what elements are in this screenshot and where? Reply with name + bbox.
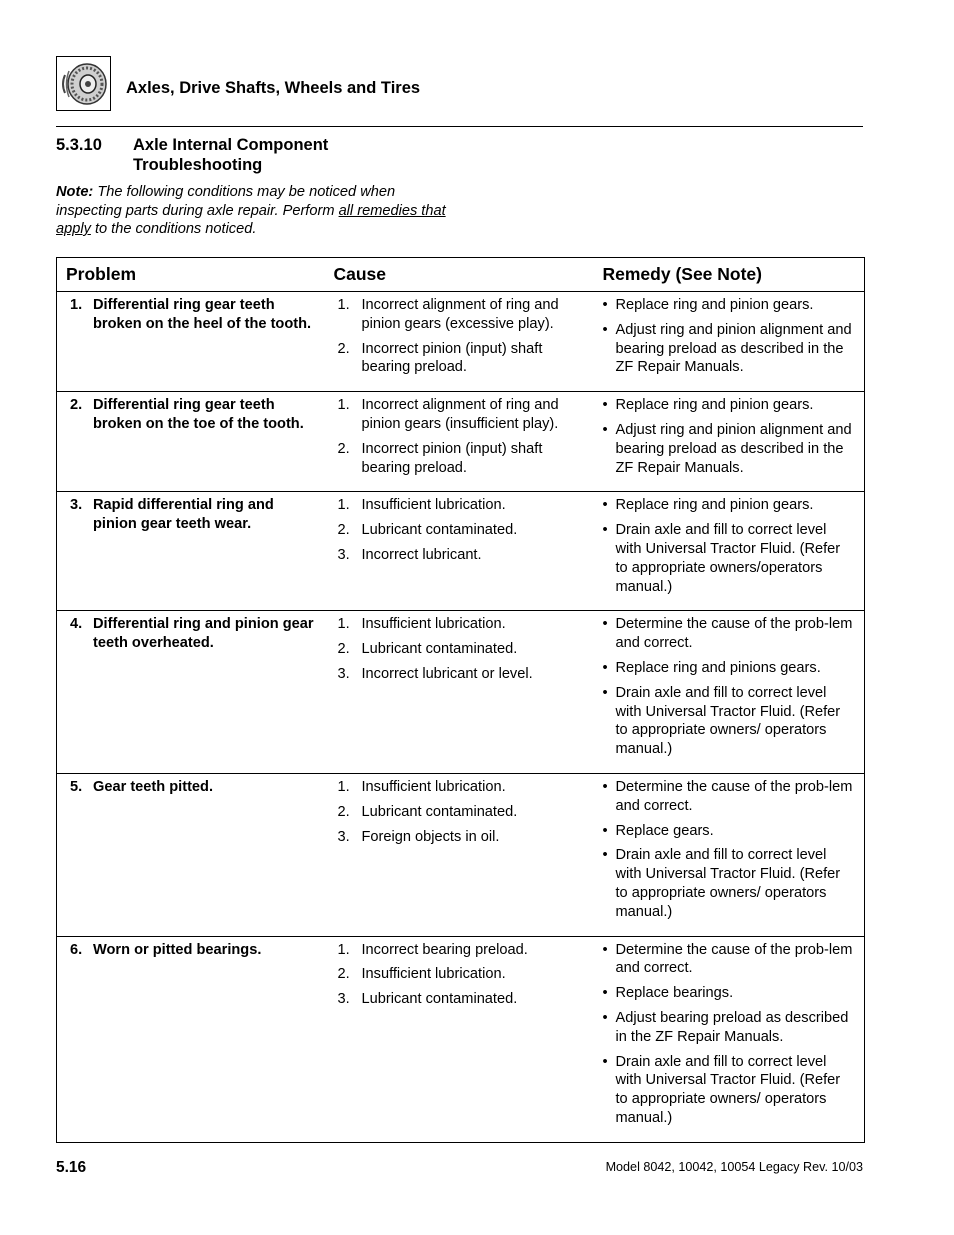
cause-cell (325, 392, 594, 492)
header-remedy: Remedy (See Note) (594, 258, 865, 292)
table-row (57, 773, 865, 936)
remedy-cell (594, 392, 865, 492)
remedy-text: Drain axle and fill to correct level with Universal Tractor Fluid. (Refer to appropriate owners/ operators manual.) (615, 684, 841, 758)
cause-text: Lubricant contaminated. (361, 522, 518, 539)
cause-item (334, 778, 585, 797)
problem-cell (57, 392, 325, 492)
remedy-item (603, 941, 856, 979)
problem-cell (57, 492, 325, 611)
table-row (57, 611, 865, 774)
cause-item (334, 828, 585, 847)
cause-item (334, 640, 585, 659)
note-paragraph (56, 183, 456, 239)
remedy-text: Replace ring and pinion gears. (615, 497, 814, 514)
page-number: 5.16 (56, 1159, 87, 1176)
cause-text: Incorrect pinion (input) shaft bearing preload. (361, 340, 543, 376)
remedy-text: Determine the cause of the prob-lem and correct. (615, 616, 853, 652)
header-problem: Problem (57, 258, 325, 292)
remedy-text: Drain axle and fill to correct level with Universal Tractor Fluid. (Refer to appropriate owners/ operators manual.) (615, 1053, 841, 1126)
cause-cell (325, 292, 594, 392)
remedy-text: Drain axle and fill to correct level with Universal Tractor Fluid. (Refer to appropriate owners/ operators manual.) (615, 847, 841, 920)
cause-item (334, 803, 585, 822)
cause-number: 1. (337, 941, 350, 958)
problem-item (66, 496, 316, 534)
remedy-item (603, 1009, 856, 1047)
bullet-icon: • (602, 522, 608, 539)
remedy-item (603, 984, 856, 1003)
bullet-icon: • (602, 659, 608, 676)
problem-number: 3. (70, 497, 83, 514)
cause-number: 3. (337, 828, 350, 845)
cause-text: Incorrect lubricant. (361, 546, 482, 563)
remedy-item (603, 615, 856, 653)
remedy-item (603, 296, 856, 315)
cause-item (334, 340, 585, 378)
table-row (57, 392, 865, 492)
problem-text: Differential ring gear teeth broken on the heel of the tooth. (93, 297, 312, 332)
remedy-item (603, 822, 856, 841)
bullet-icon: • (602, 1009, 608, 1026)
remedy-cell (594, 492, 865, 611)
bullet-icon: • (602, 321, 608, 338)
cause-text: Lubricant contaminated. (361, 991, 518, 1008)
bullet-icon: • (602, 397, 608, 414)
problem-cell (57, 611, 325, 774)
troubleshooting-table (56, 257, 865, 1143)
cause-text: Insufficient lubrication. (361, 966, 506, 983)
remedy-item (603, 421, 856, 477)
bullet-icon: • (602, 421, 608, 438)
cause-text: Insufficient lubrication. (361, 616, 506, 633)
cause-text: Foreign objects in oil. (361, 828, 500, 845)
problem-cell (57, 936, 325, 1142)
table-row (57, 936, 865, 1142)
cause-cell (325, 936, 594, 1142)
bullet-icon: • (602, 941, 608, 958)
cause-text: Incorrect lubricant or level. (361, 665, 533, 682)
cause-cell (325, 611, 594, 774)
remedy-item (603, 521, 856, 596)
problem-item (66, 615, 316, 653)
bullet-icon: • (602, 847, 608, 864)
section-title (133, 136, 393, 175)
problem-number: 6. (70, 941, 83, 958)
table-row (57, 292, 865, 392)
problem-text: Differential ring and pinion gear teeth overheated. (93, 616, 314, 652)
note-text-before: The following conditions may be noticed when inspecting parts during axle repair. Perform (56, 184, 396, 219)
problem-item (66, 941, 316, 960)
cause-cell (325, 773, 594, 936)
remedy-text: Replace gears. (615, 822, 714, 839)
cause-number: 3. (337, 665, 350, 682)
remedy-text: Determine the cause of the prob-lem and correct. (615, 941, 853, 977)
cause-number: 1. (337, 778, 350, 795)
remedy-text: Replace bearings. (615, 985, 734, 1002)
cause-number: 3. (337, 991, 350, 1008)
section-title-line1: Axle Internal Component (133, 136, 329, 154)
cause-text: Incorrect alignment of ring and pinion gears (insufficient play). (361, 397, 559, 432)
cause-text: Lubricant contaminated. (361, 641, 518, 658)
cause-text: Insufficient lubrication. (361, 778, 506, 795)
running-header-title: Axles, Drive Shafts, Wheels and Tires (126, 79, 421, 97)
remedy-cell (594, 292, 865, 392)
cause-item (334, 615, 585, 634)
table-row (57, 492, 865, 611)
problem-number: 5. (70, 778, 83, 795)
tire-icon (56, 56, 111, 111)
cause-number: 1. (337, 497, 350, 514)
cause-cell (325, 492, 594, 611)
cause-item (334, 546, 585, 565)
header-cause: Cause (325, 258, 594, 292)
cause-item (334, 496, 585, 515)
remedy-item (603, 846, 856, 921)
cause-number: 3. (337, 546, 350, 563)
section-title-line2: Troubleshooting (133, 155, 263, 174)
remedy-text: Adjust ring and pinion alignment and bearing preload as described in the ZF Repair Manuals. (615, 321, 852, 376)
cause-number: 2. (337, 966, 350, 983)
cause-number: 1. (337, 297, 350, 313)
problem-item (66, 778, 316, 797)
remedy-text: Determine the cause of the prob-lem and correct. (615, 778, 853, 814)
remedy-text: Replace ring and pinion gears. (615, 397, 814, 414)
header-divider (56, 126, 863, 127)
cause-number: 2. (337, 522, 350, 539)
problem-item (66, 296, 316, 334)
problem-item (66, 396, 316, 434)
cause-item (334, 965, 585, 984)
remedy-text: Adjust bearing preload as described in the ZF Repair Manuals. (615, 1009, 849, 1045)
problem-text: Worn or pitted bearings. (93, 941, 262, 958)
cause-item (334, 440, 585, 478)
footer-model-info: Model 8042, 10042, 10054 Legacy Rev. 10/03 (605, 1160, 863, 1174)
cause-number: 2. (337, 803, 350, 820)
cause-text: Incorrect bearing preload. (361, 941, 528, 958)
cause-number: 2. (337, 340, 350, 357)
remedy-item (603, 321, 856, 377)
problem-text: Rapid differential ring and pinion gear teeth wear. (93, 497, 274, 533)
bullet-icon: • (602, 985, 608, 1002)
remedy-cell (594, 936, 865, 1142)
cause-item (334, 941, 585, 960)
problem-cell (57, 292, 325, 392)
note-text-after: to the conditions noticed. (90, 221, 257, 237)
cause-item (334, 296, 585, 334)
remedy-cell (594, 773, 865, 936)
problem-cell (57, 773, 325, 936)
remedy-item (603, 396, 856, 415)
table-header-row (57, 258, 865, 292)
bullet-icon: • (602, 497, 608, 514)
note-underlined-text: all remedies that apply (56, 202, 446, 237)
problem-number: 2. (70, 397, 83, 414)
problem-text: Differential ring gear teeth broken on the toe of the tooth. (93, 397, 304, 432)
section-number: 5.3.10 (56, 136, 102, 154)
problem-text: Gear teeth pitted. (93, 778, 214, 795)
bullet-icon: • (602, 684, 608, 701)
cause-text: Incorrect pinion (input) shaft bearing preload. (361, 440, 543, 476)
remedy-item (603, 778, 856, 816)
bullet-icon: • (602, 822, 608, 839)
remedy-cell (594, 611, 865, 774)
cause-text: Lubricant contaminated. (361, 803, 518, 820)
bullet-icon: • (602, 616, 608, 633)
remedy-item (603, 1053, 856, 1128)
cause-text: Insufficient lubrication. (361, 497, 506, 514)
cause-text: Incorrect alignment of ring and pinion gears (excessive play). (361, 297, 559, 332)
cause-item (334, 521, 585, 540)
remedy-text: Replace ring and pinion gears. (615, 297, 814, 313)
bullet-icon: • (602, 778, 608, 795)
bullet-icon: • (602, 297, 608, 313)
cause-item (334, 396, 585, 434)
problem-number: 1. (70, 297, 83, 313)
cause-number: 2. (337, 641, 350, 658)
cause-number: 1. (337, 397, 350, 414)
remedy-text: Drain axle and fill to correct level with Universal Tractor Fluid. (Refer to appropriate owners/operators manual.) (615, 522, 841, 595)
note-label: Note: (56, 184, 94, 200)
remedy-item (603, 659, 856, 678)
bullet-icon: • (602, 1053, 608, 1070)
cause-number: 1. (337, 616, 350, 633)
problem-number: 4. (70, 616, 83, 633)
remedy-item (603, 684, 856, 759)
cause-item (334, 665, 585, 684)
cause-number: 2. (337, 440, 350, 457)
remedy-text: Replace ring and pinions gears. (615, 659, 821, 676)
remedy-text: Adjust ring and pinion alignment and bearing preload as described in the ZF Repair Manuals. (615, 421, 852, 476)
remedy-item (603, 496, 856, 515)
cause-item (334, 990, 585, 1009)
